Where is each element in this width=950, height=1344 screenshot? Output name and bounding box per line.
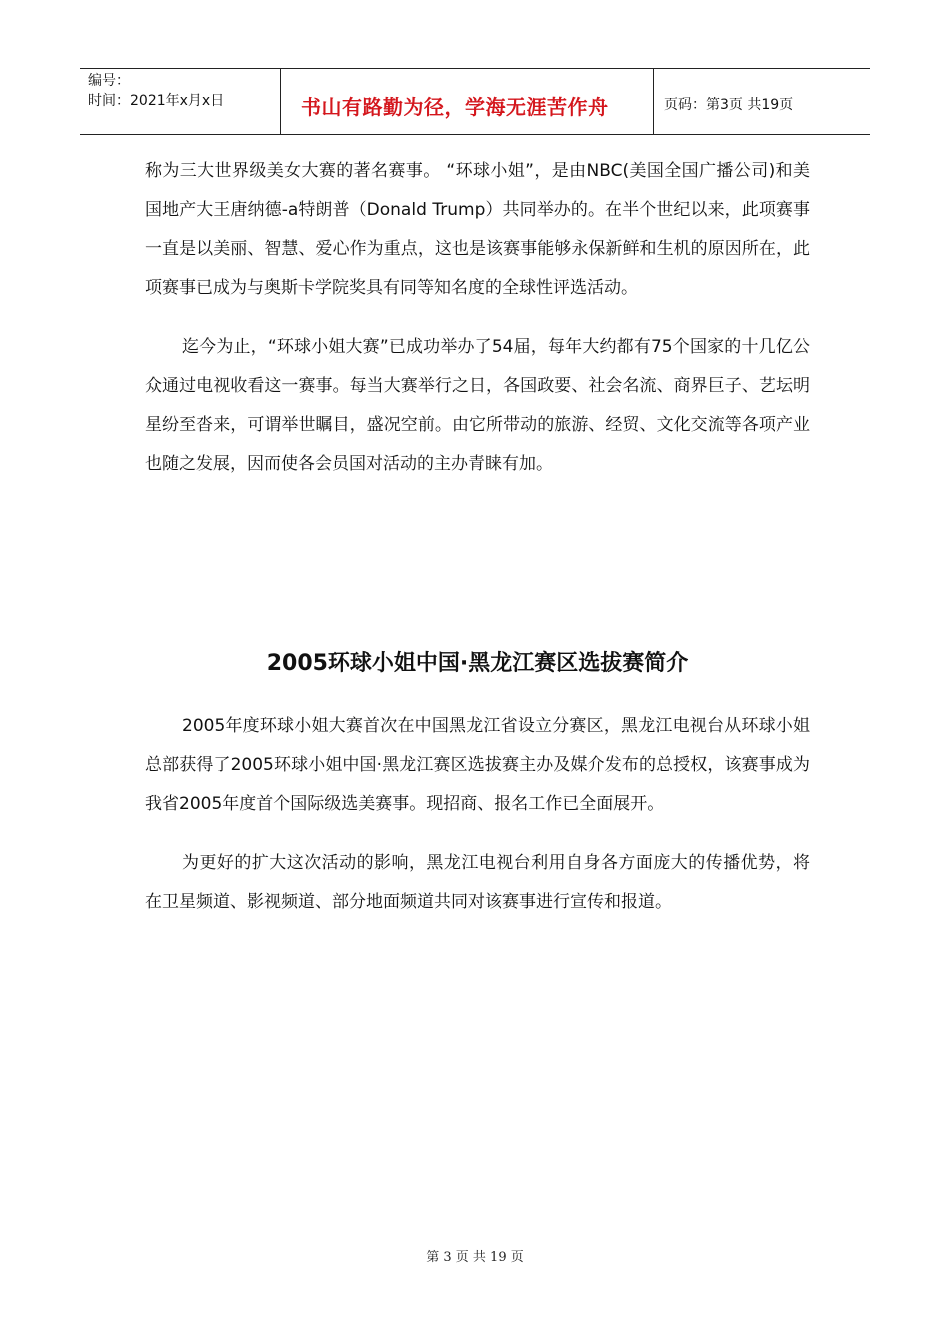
paragraph: 为更好的扩大这次活动的影响，黑龙江电视台利用自身各方面庞大的传播优势，将在卫星频道、影视频道、部分地面频道共同对该赛事进行宣传和报道。 [145, 853, 810, 912]
paragraph: 称为三大世界级美女大赛的著名赛事。 “环球小姐”，是由NBC(美国全国广播公司)和美国地产大王唐纳德-a特朗普（Donald Trump）共同举办的。在半个世纪以来，此项赛事一直是以美丽、智慧、爱心作为重点，这也是该赛事能够永保新鲜和生机的原因所在，此项赛事已成为与奥斯卡学院奖具有同等知名度的全球性评选活动。 [145, 161, 810, 298]
header-meta-cell [80, 69, 281, 134]
header-page-code: 页码：第3页 共19页 [664, 97, 794, 113]
document-body [145, 152, 810, 922]
section-title: 2005环球小姐中国·黑龙江赛区选拔赛简介 [266, 651, 689, 676]
document-number-label: 编号： [88, 73, 130, 89]
document-header [80, 68, 870, 135]
paragraph: 2005年度环球小姐大赛首次在中国黑龙江省设立分赛区，黑龙江电视台从环球小姐总部获得了2005环球小姐中国·黑龙江赛区选拔赛主办及媒介发布的总授权，该赛事成为我省2005年度首个国际级选美赛事。现招商、报名工作已全面展开。 [145, 716, 810, 814]
page-footer: 第 3 页 共 19 页 [426, 1250, 524, 1265]
header-page-cell [654, 69, 870, 134]
header-motto-cell [281, 69, 654, 134]
header-motto: 书山有路勤为径，学海无涯苦作舟 [301, 95, 609, 119]
paragraph: 迄今为止，“环球小姐大赛”已成功举办了54届，每年大约都有75个国家的十几亿公众通过电视收看这一赛事。每当大赛举行之日，各国政要、社会名流、商界巨子、艺坛明星纷至沓来，可谓举世瞩目，盛况空前。由它所带动的旅游、经贸、文化交流等各项产业也随之发展，因而使各会员国对活动的主办青睐有加。 [145, 337, 810, 474]
document-date-label: 时间：2021年x月x日 [88, 93, 225, 109]
